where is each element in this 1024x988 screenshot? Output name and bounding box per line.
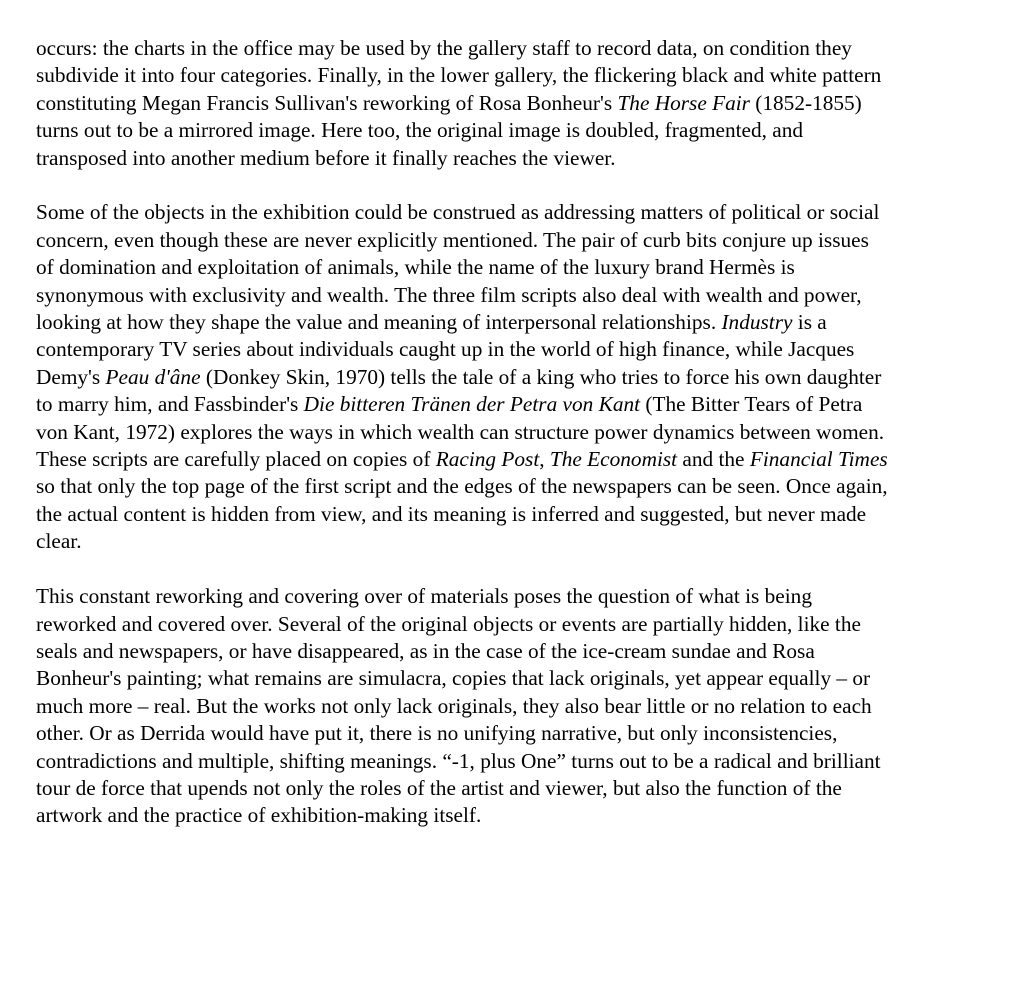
text-line	[36, 254, 1011, 281]
text-line	[36, 720, 1011, 747]
text-run: Bonheur's painting; what remains are simulacra, copies that lack originals, yet appear equally – or	[36, 666, 871, 691]
text-line	[36, 35, 1011, 62]
text-line	[36, 309, 1011, 336]
text-run: so that only the top page of the first script and the edges of the newspapers can be seen. Once again,	[36, 474, 888, 499]
text-run: This constant reworking and covering over of materials poses the question of what is being	[36, 584, 812, 609]
text-run: clear.	[36, 529, 82, 554]
text-line	[36, 775, 1011, 802]
text-line	[36, 611, 1011, 638]
text-line	[36, 117, 1011, 144]
text-line	[36, 199, 1011, 226]
italic-title: The Economist	[549, 447, 678, 472]
text-line	[36, 446, 1011, 473]
paragraph	[36, 35, 1011, 172]
italic-title: Financial Times	[749, 447, 888, 472]
text-run: synonymous with exclusivity and wealth. The three film scripts also deal with wealth and power,	[36, 282, 862, 307]
text-run: Demy's	[36, 364, 106, 389]
text-run: constituting Megan Francis Sullivan's reworking of Rosa Bonheur's	[36, 90, 618, 115]
paragraph	[36, 583, 1011, 830]
text-run: tour de force that upends not only the roles of the artist and viewer, but also the function of the	[36, 775, 842, 800]
text-run: looking at how they shape the value and meaning of interpersonal relationships.	[36, 310, 722, 335]
text-run: much more – real. But the works not only lack originals, they also bear little or no relation to each	[36, 693, 872, 718]
text-run: concern, even though these are never explicitly mentioned. The pair of curb bits conjure up issues	[36, 227, 869, 252]
text-run: seals and newspapers, or have disappeared, as in the case of the ice-cream sundae and Rosa	[36, 638, 815, 663]
text-run: transposed into another medium before it finally reaches the viewer.	[36, 145, 616, 170]
text-run: (1852-1855)	[749, 90, 862, 115]
italic-title: Die bitteren Tränen der Petra von Kant	[303, 392, 641, 417]
text-line	[36, 419, 1011, 446]
text-line	[36, 473, 1011, 500]
italic-title: Industry	[721, 310, 793, 335]
text-run: occurs: the charts in the office may be used by the gallery staff to record data, on condition they	[36, 36, 852, 60]
text-run: turns out to be a mirrored image. Here too, the original image is doubled, fragmented, and	[36, 118, 804, 143]
italic-title: Peau d'âne	[105, 364, 201, 389]
italic-title: The Horse Fair	[617, 90, 750, 115]
text-line	[36, 145, 1011, 172]
text-run: subdivide it into four categories. Finally, in the lower gallery, the flickering black and white pattern	[36, 63, 882, 88]
text-line	[36, 391, 1011, 418]
paragraph	[36, 199, 1011, 555]
text-line	[36, 638, 1011, 665]
text-line	[36, 501, 1011, 528]
text-run: von Kant, 1972) explores the ways in which wealth can structure power dynamics between women.	[36, 419, 885, 444]
text-run: reworked and covered over. Several of the original objects or events are partially hidden, like the	[36, 611, 861, 636]
text-run: is a	[792, 310, 827, 335]
text-run: ,	[539, 447, 550, 472]
text-run: the actual content is hidden from view, and its meaning is inferred and suggested, but never made	[36, 501, 867, 526]
text-line	[36, 693, 1011, 720]
text-run: contradictions and multiple, shifting meanings. “-1, plus One” turns out to be a radical and brilliant	[36, 748, 881, 773]
text-run: These scripts are carefully placed on copies of	[36, 447, 436, 472]
text-line	[36, 528, 1011, 555]
text-line	[36, 802, 1011, 829]
text-line	[36, 665, 1011, 692]
text-run: of domination and exploitation of animals, while the name of the luxury brand Hermès is	[36, 255, 795, 280]
text-line	[36, 62, 1011, 89]
italic-title: Racing Post	[435, 447, 540, 472]
text-run: (Donkey Skin, 1970) tells the tale of a king who tries to force his own daughter	[200, 364, 882, 389]
text-line	[36, 336, 1011, 363]
text-run: other. Or as Derrida would have put it, there is no unifying narrative, but only inconsistencies,	[36, 721, 838, 746]
text-line	[36, 364, 1011, 391]
document-body	[36, 35, 1011, 857]
text-line	[36, 227, 1011, 254]
text-run: Some of the objects in the exhibition could be construed as addressing matters of political or social	[36, 200, 880, 225]
text-line	[36, 583, 1011, 610]
text-run: (The Bitter Tears of Petra	[640, 392, 863, 417]
text-run: to marry him, and Fassbinder's	[36, 392, 304, 417]
text-run: contemporary TV series about individuals caught up in the world of high finance, while Jacques	[36, 337, 855, 362]
text-run: and the	[677, 447, 750, 472]
text-run: artwork and the practice of exhibition-making itself.	[36, 803, 482, 828]
text-line	[36, 90, 1011, 117]
text-line	[36, 282, 1011, 309]
text-line	[36, 748, 1011, 775]
